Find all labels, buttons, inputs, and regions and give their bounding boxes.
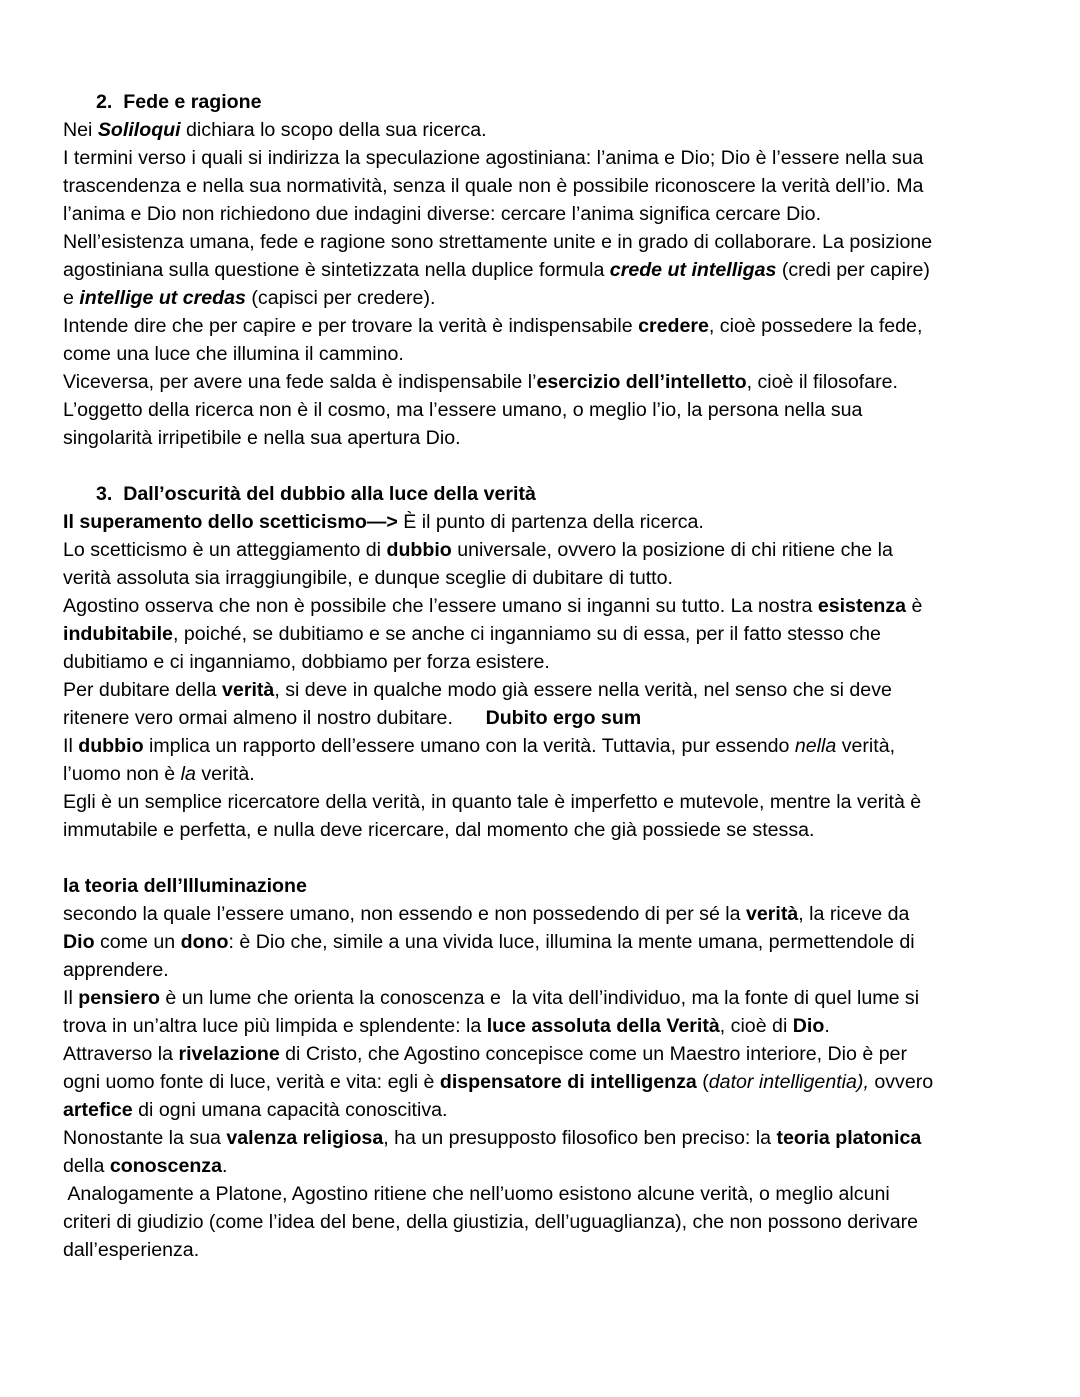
text-line bbox=[63, 1096, 1023, 1124]
text-run: : è Dio che, simile a una vivida luce, illumina la mente umana, permettendole di bbox=[228, 931, 915, 953]
text-line bbox=[63, 648, 1023, 676]
blank-line bbox=[63, 844, 1023, 872]
text-run: Nell’esistenza umana, fede e ragione sono strettamente unite e in grado di collaborare. La posizione bbox=[63, 231, 933, 253]
text-line bbox=[63, 116, 1023, 144]
text-run: , cioè possedere la fede, bbox=[708, 315, 923, 337]
text-run: . bbox=[824, 1015, 830, 1037]
text-run: Viceversa, per avere una fede salda è indispensabile l’ bbox=[63, 371, 537, 393]
text-line bbox=[63, 508, 1023, 536]
text-line bbox=[63, 984, 1023, 1012]
text-run: l’anima e Dio non richiedono due indagini diverse: cercare l’anima significa cercare Dio. bbox=[63, 203, 822, 225]
text-line bbox=[63, 1012, 1023, 1040]
text-line bbox=[63, 1124, 1023, 1152]
text-run: trova in un’altra luce più limpida e splendente: la bbox=[63, 1015, 487, 1037]
text-line bbox=[63, 872, 1023, 900]
text-line bbox=[63, 396, 1023, 424]
section-heading bbox=[63, 88, 1023, 116]
emphasis-text: Dubito ergo sum bbox=[485, 707, 642, 729]
text-run: dichiara lo scopo della sua ricerca. bbox=[180, 119, 487, 141]
emphasis-text: dispensatore di intelligenza bbox=[439, 1071, 697, 1093]
emphasis-text: la teoria dell’Illuminazione bbox=[63, 875, 307, 897]
text-run: Intende dire che per capire e per trovare la verità è indispensabile bbox=[63, 315, 639, 337]
text-line bbox=[63, 732, 1023, 760]
text-run: Nei bbox=[63, 119, 98, 141]
text-run: criteri di giudizio (come l’idea del bene, della giustizia, dell’uguaglianza), che non possono derivare bbox=[63, 1211, 919, 1233]
text-run: è un lume che orienta la conoscenza e la vita dell’individuo, ma la fonte di quel lume si bbox=[159, 987, 920, 1009]
emphasis-text: indubitabile bbox=[63, 623, 173, 645]
emphasis-text: nella bbox=[794, 735, 837, 757]
text-run: Il bbox=[63, 987, 79, 1009]
text-line bbox=[63, 1180, 1023, 1208]
text-run: Attraverso la bbox=[63, 1043, 179, 1065]
emphasis-text: 3. Dall’oscurità del dubbio alla luce della verità bbox=[96, 483, 536, 505]
emphasis-text: valenza religiosa bbox=[226, 1127, 384, 1149]
text-run: della bbox=[63, 1155, 110, 1177]
text-line bbox=[63, 788, 1023, 816]
text-run: , poiché, se dubitiamo e se anche ci inganniamo su di essa, per il fatto stesso che bbox=[172, 623, 881, 645]
emphasis-text: dubbio bbox=[78, 735, 144, 757]
text-line bbox=[63, 1208, 1023, 1236]
emphasis-text: luce assoluta della Verità bbox=[486, 1015, 720, 1037]
emphasis-text: artefice bbox=[63, 1099, 133, 1121]
emphasis-text: pensiero bbox=[78, 987, 160, 1009]
emphasis-text: verità bbox=[746, 903, 799, 925]
text-run: dall’esperienza. bbox=[63, 1239, 200, 1261]
emphasis-text: esistenza bbox=[817, 595, 907, 617]
text-run: ogni uomo fonte di luce, verità e vita: egli è bbox=[63, 1071, 440, 1093]
text-run: . bbox=[222, 1155, 228, 1177]
emphasis-text: Dio bbox=[63, 931, 95, 953]
emphasis-text: 2. Fede e ragione bbox=[96, 91, 262, 113]
text-run: L’oggetto della ricerca non è il cosmo, ma l’essere umano, o meglio l’io, la persona nella sua bbox=[63, 399, 863, 421]
emphasis-text: intellige ut credas bbox=[79, 287, 246, 309]
text-line bbox=[63, 1236, 1023, 1264]
text-run: ritenere vero ormai almeno il nostro dubitare. bbox=[63, 707, 486, 729]
text-run: agostiniana sulla questione è sintetizzata nella duplice formula bbox=[63, 259, 610, 281]
text-run: , si deve in qualche modo già essere nella verità, nel senso che si deve bbox=[274, 679, 892, 701]
emphasis-text: dono bbox=[180, 931, 229, 953]
text-run: trascendenza e nella sua normatività, senza il quale non è possibile riconoscere la verità dell’io. Ma bbox=[63, 175, 924, 197]
text-run: , cioè il filosofare. bbox=[746, 371, 898, 393]
emphasis-text: verità bbox=[222, 679, 275, 701]
text-run: dubitiamo e ci inganniamo, dobbiamo per forza esistere. bbox=[63, 651, 550, 673]
text-line bbox=[63, 900, 1023, 928]
text-line bbox=[63, 536, 1023, 564]
text-line bbox=[63, 312, 1023, 340]
text-line bbox=[63, 1152, 1023, 1180]
emphasis-text: teoria platonica bbox=[776, 1127, 922, 1149]
emphasis-text: conoscenza bbox=[109, 1155, 223, 1177]
text-line bbox=[63, 564, 1023, 592]
section-heading bbox=[63, 480, 1023, 508]
text-run: come una luce che illumina il cammino. bbox=[63, 343, 404, 365]
text-line bbox=[63, 704, 1023, 732]
text-run: implica un rapporto dell’essere umano con la verità. Tuttavia, pur essendo bbox=[143, 735, 795, 757]
document-body bbox=[63, 88, 1023, 1264]
text-run: come un bbox=[94, 931, 181, 953]
emphasis-text: dator intelligentia), bbox=[708, 1071, 869, 1093]
text-line bbox=[63, 200, 1023, 228]
text-run: immutabile e perfetta, e nulla deve ricercare, dal momento che già possiede se stessa. bbox=[63, 819, 815, 841]
text-line bbox=[63, 928, 1023, 956]
text-run: , cioè di bbox=[719, 1015, 793, 1037]
text-run: verità assoluta sia irraggiungibile, e dunque sceglie di dubitare di tutto. bbox=[63, 567, 673, 589]
emphasis-text: Dio bbox=[792, 1015, 825, 1037]
text-run: Per dubitare della bbox=[63, 679, 223, 701]
text-line bbox=[63, 256, 1023, 284]
emphasis-text: Soliloqui bbox=[97, 119, 181, 141]
emphasis-text: credere bbox=[638, 315, 709, 337]
text-run: l’uomo non è bbox=[63, 763, 181, 785]
text-line bbox=[63, 956, 1023, 984]
text-run: È il punto di partenza della ricerca. bbox=[397, 511, 704, 533]
emphasis-text: rivelazione bbox=[178, 1043, 280, 1065]
text-line bbox=[63, 368, 1023, 396]
text-run: Lo scetticismo è un atteggiamento di bbox=[63, 539, 387, 561]
emphasis-text: dubbio bbox=[386, 539, 452, 561]
emphasis-text: la bbox=[180, 763, 196, 785]
emphasis-text: crede ut intelligas bbox=[609, 259, 777, 281]
text-line bbox=[63, 228, 1023, 256]
text-run: Analogamente a Platone, Agostino ritiene che nell’uomo esistono alcune verità, o meglio alcuni bbox=[63, 1183, 890, 1205]
text-run: Il bbox=[63, 735, 79, 757]
text-run: universale, ovvero la posizione di chi ritiene che la bbox=[451, 539, 893, 561]
text-run: di Cristo, che Agostino concepisce come un Maestro interiore, Dio è per bbox=[279, 1043, 908, 1065]
text-run: , ha un presupposto filosofico ben preciso: la bbox=[383, 1127, 777, 1149]
text-line bbox=[63, 1040, 1023, 1068]
text-run: (credi per capire) bbox=[776, 259, 930, 281]
text-run: I termini verso i quali si indirizza la speculazione agostiniana: l’anima e Dio; Dio è l’essere nella sua bbox=[63, 147, 924, 169]
text-line bbox=[63, 676, 1023, 704]
text-run: è bbox=[906, 595, 923, 617]
text-run: ( bbox=[696, 1071, 709, 1093]
text-run: e bbox=[63, 287, 80, 309]
text-run: (capisci per credere). bbox=[245, 287, 436, 309]
emphasis-text: Il superamento dello scetticismo—> bbox=[63, 511, 398, 533]
text-line bbox=[63, 1068, 1023, 1096]
text-line bbox=[63, 172, 1023, 200]
text-run: Nonostante la sua bbox=[63, 1127, 227, 1149]
text-line bbox=[63, 620, 1023, 648]
text-line bbox=[63, 424, 1023, 452]
blank-line bbox=[63, 452, 1023, 480]
text-run: di ogni umana capacità conoscitiva. bbox=[132, 1099, 448, 1121]
text-line bbox=[63, 760, 1023, 788]
text-run: singolarità irripetibile e nella sua apertura Dio. bbox=[63, 427, 461, 449]
text-run: Egli è un semplice ricercatore della verità, in quanto tale è imperfetto e mutevole, mentre la verità è bbox=[63, 791, 922, 813]
text-run: Agostino osserva che non è possibile che l’essere umano si inganni su tutto. La nostra bbox=[63, 595, 818, 617]
text-run: verità, bbox=[836, 735, 896, 757]
text-line bbox=[63, 592, 1023, 620]
text-line bbox=[63, 144, 1023, 172]
text-line bbox=[63, 284, 1023, 312]
text-line bbox=[63, 816, 1023, 844]
emphasis-text: esercizio dell’intelletto bbox=[536, 371, 747, 393]
text-run: apprendere. bbox=[63, 959, 169, 981]
text-run: , la riceve da bbox=[798, 903, 910, 925]
text-run: ovvero bbox=[868, 1071, 934, 1093]
text-line bbox=[63, 340, 1023, 368]
text-run: secondo la quale l’essere umano, non essendo e non possedendo di per sé la bbox=[63, 903, 746, 925]
text-run: verità. bbox=[195, 763, 255, 785]
